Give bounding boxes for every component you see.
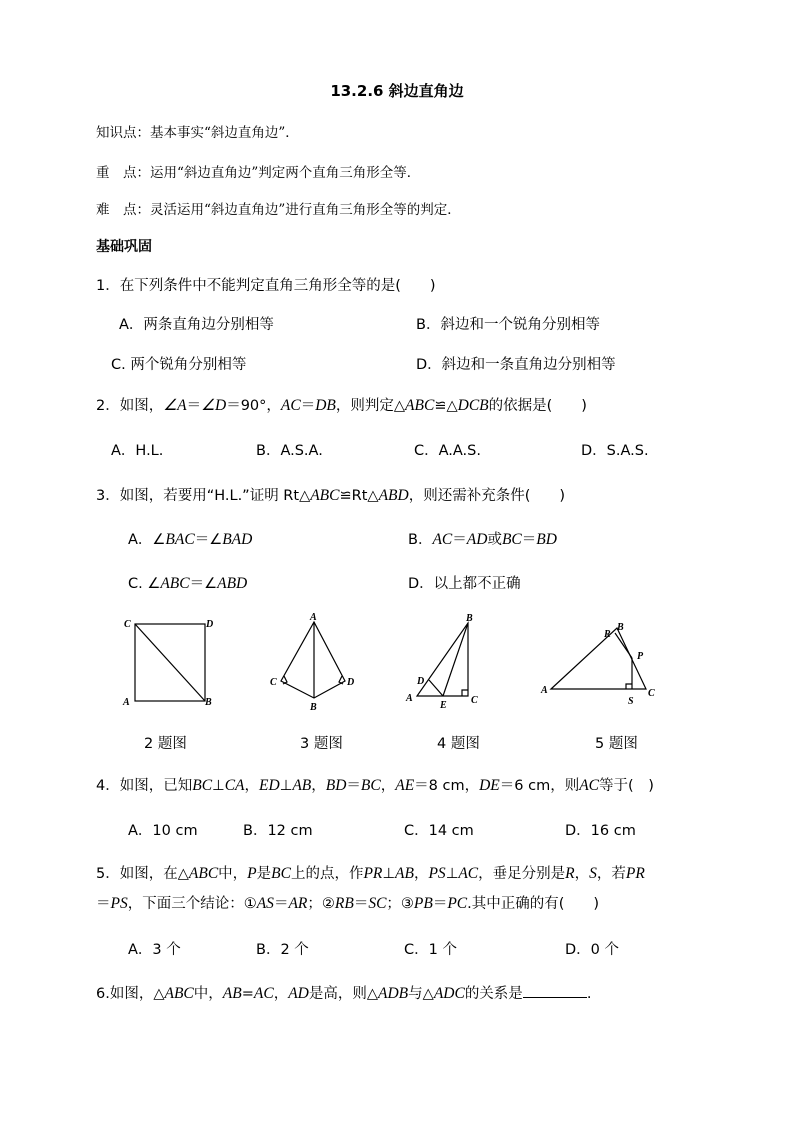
q5-pb: PB bbox=[413, 895, 433, 912]
fig5-label-r: R bbox=[604, 629, 611, 640]
q5-eq: ＝ bbox=[96, 896, 111, 912]
q3-a-prefix: A．∠ bbox=[128, 532, 166, 548]
q4-de-value: ＝6 cm，则 bbox=[499, 778, 580, 794]
q5-point-s: S bbox=[589, 865, 597, 882]
question-5-line2 bbox=[96, 892, 599, 913]
q5-comma2: ， bbox=[574, 866, 590, 882]
q5-comma1: ， bbox=[413, 866, 429, 882]
q4-comma2: ， bbox=[311, 778, 326, 794]
fig5-right-angle-s bbox=[626, 684, 632, 689]
q6-mid3: 与△ bbox=[408, 986, 434, 1002]
q6-comma: ， bbox=[273, 986, 289, 1002]
question-6-stem bbox=[96, 982, 591, 1003]
q4-perp2: ⊥ bbox=[279, 778, 293, 794]
q5-mid2: 是 bbox=[256, 866, 272, 882]
key-label: 重 点： bbox=[96, 165, 150, 181]
q2-congruent: ≌△ bbox=[434, 398, 458, 414]
q5-option-a: A．3 个 bbox=[128, 942, 181, 958]
q5-point-r: R bbox=[565, 865, 575, 882]
q3-c-angle2: ABD bbox=[217, 575, 248, 592]
figure-4 bbox=[417, 623, 468, 696]
q2-angle-d: ∠D bbox=[201, 397, 227, 414]
q4-prefix: 4．如图，已知 bbox=[96, 778, 193, 794]
fig2-label-c: C bbox=[124, 619, 131, 630]
key-point bbox=[96, 161, 420, 181]
q5-mid1: 中， bbox=[218, 866, 248, 882]
q5-prefix: 5．如图，在△ bbox=[96, 866, 189, 882]
q1-option-b: B．斜边和一个锐角分别相等 bbox=[416, 317, 600, 333]
q5-option-c: C．1 个 bbox=[404, 942, 457, 958]
q5-perp1: ⊥ bbox=[382, 866, 396, 882]
q6-mid2: 是高，则△ bbox=[308, 986, 379, 1002]
q6-answer-blank[interactable] bbox=[523, 983, 587, 998]
q2-mid: ，则判定△ bbox=[335, 398, 406, 414]
q4-ac: AC bbox=[579, 777, 600, 794]
q2-eq1: ＝ bbox=[186, 398, 202, 414]
q4-bc2: BC bbox=[360, 777, 381, 794]
q2-degree: ＝90°， bbox=[226, 398, 281, 414]
q4-comma1: ， bbox=[244, 778, 259, 794]
q5-option-d: D．0 个 bbox=[565, 942, 619, 958]
q5-pc: PC bbox=[447, 895, 468, 912]
fig2-label-a: A bbox=[123, 697, 130, 708]
fig4-segment-de bbox=[429, 680, 443, 696]
q6-ab: AB bbox=[222, 985, 242, 1002]
q3-b-side4: BD bbox=[536, 531, 557, 548]
knowledge-point bbox=[96, 121, 299, 141]
page-title: 13.2.6 斜边直角边 bbox=[330, 82, 464, 100]
figure-2 bbox=[135, 624, 205, 701]
q1-option-a: A．两条直角边分别相等 bbox=[119, 317, 274, 333]
fig4-triangle bbox=[417, 623, 468, 696]
q6-end: . bbox=[586, 986, 592, 1002]
key-text: 运用“斜边直角边”判定两个直角三角形全等． bbox=[150, 165, 421, 181]
fig4-label-d: D bbox=[417, 676, 425, 687]
q5-pr: PR bbox=[363, 865, 383, 882]
fig3-caption: 3 题图 bbox=[300, 736, 343, 752]
q2-prefix: 2．如图， bbox=[96, 398, 164, 414]
difficulty-label: 难 点： bbox=[96, 202, 150, 218]
q3-option-b bbox=[408, 528, 557, 549]
fig2-label-b: B bbox=[205, 697, 212, 708]
fig5-label-p: P bbox=[637, 651, 644, 662]
q5-ps: PS bbox=[428, 865, 446, 882]
q2-option-d: D．S.A.S. bbox=[581, 443, 649, 459]
figures-row bbox=[0, 600, 794, 725]
q3-a-eq: ＝∠ bbox=[194, 532, 223, 548]
fig4-label-b: B bbox=[466, 613, 473, 624]
figure-3 bbox=[281, 622, 345, 698]
q2-option-a: A．H.L. bbox=[111, 443, 164, 459]
knowledge-label: 知识点： bbox=[96, 125, 150, 141]
q5-as: AS bbox=[256, 895, 274, 912]
q3-congruent: ≌Rt△ bbox=[339, 488, 379, 504]
q5-bc: BC bbox=[271, 865, 291, 882]
q3-a-angle1: BAC bbox=[165, 531, 195, 548]
q6-eq: = bbox=[241, 986, 254, 1002]
fig5-label-s: S bbox=[628, 696, 634, 707]
fig2-diagonal bbox=[135, 624, 205, 701]
q3-c-eq: ＝∠ bbox=[189, 576, 218, 592]
fig5-caption: 5 题图 bbox=[595, 736, 638, 752]
q4-ae: AE bbox=[395, 777, 415, 794]
q3-prefix: 3．如图，若要用“H.L.”证明 Rt△ bbox=[96, 488, 311, 504]
q5-l2-mid3: ；③ bbox=[386, 896, 414, 912]
fig3-label-c: C bbox=[270, 677, 277, 688]
q2-side-ac: AC bbox=[280, 397, 301, 414]
figure-5 bbox=[551, 628, 646, 689]
q3-option-d: D．以上都不正确 bbox=[408, 576, 521, 592]
fig4-segment-be bbox=[443, 623, 468, 696]
q5-perp2: ⊥ bbox=[445, 866, 459, 882]
q5-eq-a: ＝ bbox=[273, 896, 289, 912]
fig2-caption: 2 题图 bbox=[144, 736, 187, 752]
difficulty-point bbox=[96, 198, 461, 218]
q5-pr2: PR bbox=[625, 865, 645, 882]
q2-side-db: DB bbox=[315, 397, 336, 414]
q2-triangle-abc: ABC bbox=[405, 397, 435, 414]
q5-eq-c: ＝ bbox=[432, 896, 448, 912]
fig4-caption: 4 题图 bbox=[437, 736, 480, 752]
q4-option-a: A．10 cm bbox=[128, 823, 198, 839]
fig2-label-d: D bbox=[206, 619, 214, 630]
q4-ab: AB bbox=[292, 777, 312, 794]
q3-option-a bbox=[128, 528, 252, 549]
q5-ps2: PS bbox=[110, 895, 128, 912]
q4-bd: BD bbox=[325, 777, 347, 794]
q5-point-p: P bbox=[247, 865, 257, 882]
q3-b-side3: BC bbox=[501, 531, 522, 548]
q1-option-d: D．斜边和一条直角边分别相等 bbox=[416, 357, 616, 373]
q2-suffix: 的依据是( ) bbox=[488, 398, 587, 414]
q4-option-b: B．12 cm bbox=[243, 823, 313, 839]
section-heading: 基础巩固 bbox=[96, 239, 152, 255]
q2-option-b: B．A.S.A. bbox=[256, 443, 323, 459]
q6-adc: ADC bbox=[433, 985, 465, 1002]
fig5-segment-pr bbox=[615, 633, 632, 658]
q5-triangle: ABC bbox=[188, 865, 219, 882]
q3-b-prefix: B． bbox=[408, 532, 433, 548]
q3-b-or: 或 bbox=[487, 532, 502, 548]
q2-angle-a: ∠A bbox=[163, 397, 187, 414]
q2-option-c: C．A.A.S. bbox=[414, 443, 481, 459]
q6-prefix: 6.如图，△ bbox=[96, 986, 165, 1002]
q5-sc: SC bbox=[368, 895, 387, 912]
q6-suffix: 的关系是 bbox=[464, 986, 523, 1002]
q3-c-prefix: C. ∠ bbox=[128, 576, 161, 592]
fig4-label-e: E bbox=[440, 700, 447, 711]
q6-ac: AC bbox=[253, 985, 274, 1002]
q4-suffix: 等于( ) bbox=[599, 778, 654, 794]
q4-option-c: C．14 cm bbox=[404, 823, 474, 839]
q6-mid1: 中， bbox=[193, 986, 223, 1002]
question-1-stem: 1．在下列条件中不能判定直角三角形全等的是( ) bbox=[96, 278, 436, 294]
q3-triangle-abd: ABD bbox=[378, 487, 409, 504]
q5-ab: AB bbox=[395, 865, 414, 882]
question-2-stem bbox=[96, 394, 587, 415]
q5-l2-mid1: ，下面三个结论：① bbox=[127, 896, 257, 912]
difficulty-text: 灵活运用“斜边直角边”进行直角三角形全等的判定． bbox=[150, 202, 461, 218]
q5-mid4: ，垂足分别是 bbox=[478, 866, 566, 882]
q5-ac: AC bbox=[458, 865, 479, 882]
q6-triangle: ABC bbox=[164, 985, 194, 1002]
q3-c-angle1: ABC bbox=[160, 575, 190, 592]
q4-ca: CA bbox=[224, 777, 245, 794]
fig4-label-c: C bbox=[471, 695, 478, 706]
q5-eq-b: ＝ bbox=[353, 896, 369, 912]
q5-mid5: ，若 bbox=[596, 866, 626, 882]
q1-option-c: C. 两个锐角分别相等 bbox=[111, 357, 247, 373]
fig5-label-c: C bbox=[648, 688, 655, 699]
fig3-label-d: D bbox=[347, 677, 355, 688]
q5-rb: RB bbox=[334, 895, 354, 912]
q3-suffix: ，则还需补充条件( ) bbox=[408, 488, 566, 504]
fig4-right-angle-c bbox=[462, 690, 468, 696]
q2-eq2: ＝ bbox=[300, 398, 316, 414]
q3-triangle-abc: ABC bbox=[310, 487, 340, 504]
q4-perp1: ⊥ bbox=[212, 778, 225, 794]
question-5-line1 bbox=[96, 862, 645, 883]
fig4-label-a: A bbox=[406, 693, 413, 704]
q4-eq3: ＝ bbox=[346, 778, 361, 794]
question-3-stem bbox=[96, 484, 565, 505]
knowledge-text: 基本事实“斜边直角边”． bbox=[150, 125, 299, 141]
fig3-kite bbox=[281, 622, 345, 698]
fig5-label-b: B bbox=[617, 622, 624, 633]
q2-triangle-dcb: DCB bbox=[457, 397, 489, 414]
q3-option-c bbox=[128, 572, 247, 593]
q4-comma3: ， bbox=[380, 778, 396, 794]
q3-a-angle2: BAD bbox=[222, 531, 253, 548]
q4-bc: BC bbox=[192, 777, 213, 794]
question-4-stem bbox=[96, 774, 654, 795]
fig3-label-a: A bbox=[310, 612, 317, 623]
fig3-label-b: B bbox=[310, 702, 317, 713]
fig5-label-a: A bbox=[541, 685, 548, 696]
q4-ae-value: ＝8 cm， bbox=[414, 778, 480, 794]
q5-ar: AR bbox=[288, 895, 308, 912]
q5-option-b: B．2 个 bbox=[256, 942, 309, 958]
q5-l2-mid2: ；② bbox=[307, 896, 335, 912]
q4-ed: ED bbox=[259, 777, 280, 794]
q4-option-d: D．16 cm bbox=[565, 823, 636, 839]
q6-ad: AD bbox=[288, 985, 309, 1002]
q5-suffix: .其中正确的有( ) bbox=[467, 896, 600, 912]
q3-b-side1: AC bbox=[432, 531, 453, 548]
q3-b-side2: AD bbox=[466, 531, 488, 548]
q5-mid3: 上的点，作 bbox=[290, 866, 364, 882]
q3-b-eq1: ＝ bbox=[452, 532, 467, 548]
q3-b-eq2: ＝ bbox=[521, 532, 537, 548]
q4-de: DE bbox=[479, 777, 500, 794]
q6-adb: ADB bbox=[378, 985, 409, 1002]
